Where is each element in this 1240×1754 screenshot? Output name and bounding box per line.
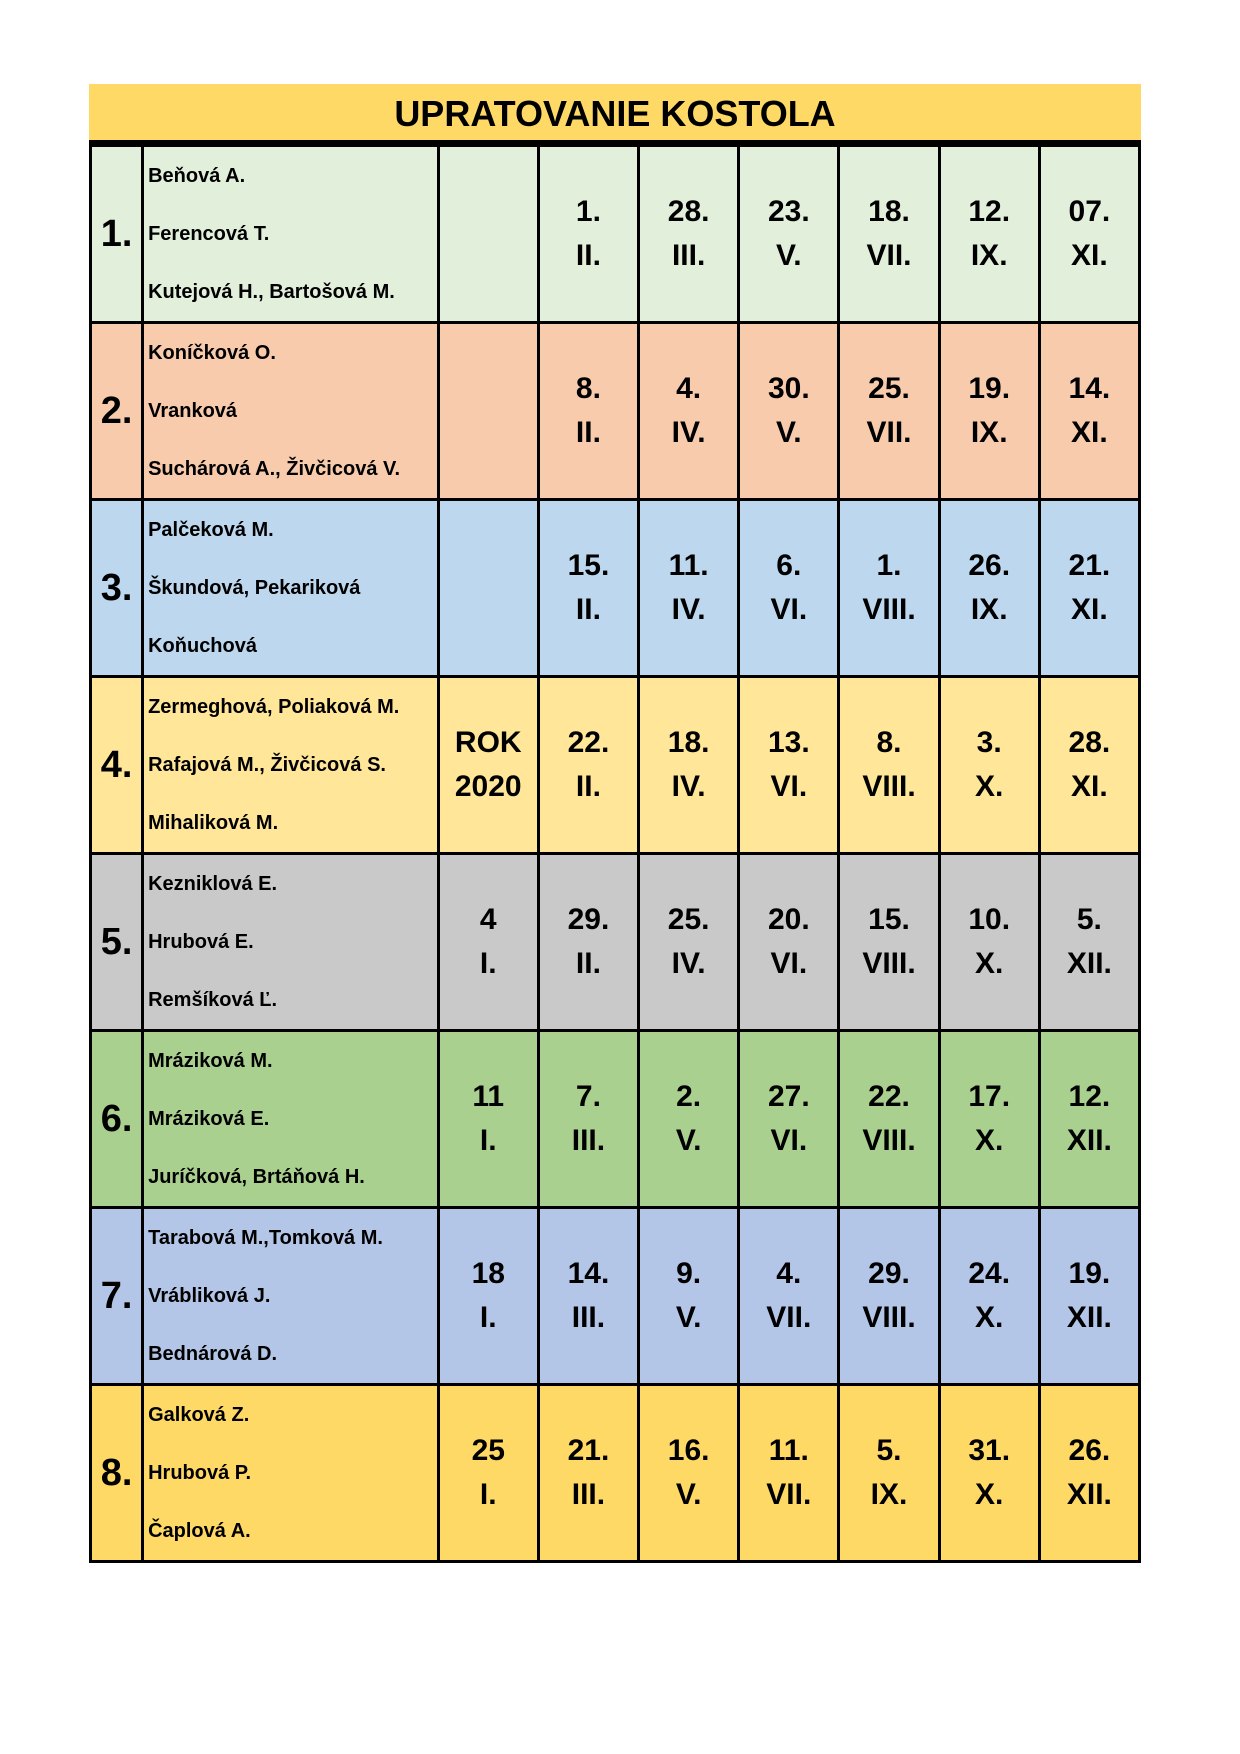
date-day: 18.: [868, 195, 910, 228]
date-cell: [538, 323, 638, 500]
date-month: XI.: [1071, 770, 1108, 803]
date-day: 11.: [668, 549, 709, 582]
date-cell: [1039, 854, 1139, 1031]
group-number: 5.: [91, 854, 143, 1031]
date-day: 5.: [876, 1434, 902, 1467]
group-members: [143, 1208, 439, 1385]
date-month: VII.: [866, 239, 912, 272]
group-number: 4.: [91, 677, 143, 854]
date-month: IX.: [970, 416, 1008, 449]
group-members: [143, 323, 439, 500]
date-day: 8.: [575, 372, 601, 405]
date-day: 6.: [776, 549, 802, 582]
date-month: IV.: [671, 593, 706, 626]
member-name: Vranková: [148, 400, 238, 422]
date-cell: [939, 500, 1039, 677]
group-number: 1.: [91, 146, 143, 323]
date-day: 25.: [667, 903, 710, 936]
date-cell: [739, 323, 839, 500]
date-day: 5.: [1076, 903, 1102, 936]
member-name: Koníčková O.: [148, 342, 276, 364]
group-number: 7.: [91, 1208, 143, 1385]
date-day: 21.: [567, 1434, 610, 1467]
date-day: 20.: [767, 903, 810, 936]
date-day: 30.: [767, 372, 810, 405]
member-name: Remšíková Ľ.: [148, 989, 278, 1011]
year-or-january-date-cell: [438, 146, 538, 323]
date-cell: [538, 500, 638, 677]
date-day: 18.: [667, 726, 710, 759]
date-cell: [639, 1385, 739, 1562]
group-members: [143, 1031, 439, 1208]
date-day: 25: [471, 1434, 505, 1467]
year-or-january-date-cell: [438, 1208, 538, 1385]
date-month: VIII.: [862, 593, 916, 626]
date-cell: [1039, 1385, 1139, 1562]
date-cell: [839, 1208, 939, 1385]
group-row: [91, 677, 1140, 854]
date-cell: [538, 146, 638, 323]
date-day: 1.: [876, 549, 902, 582]
group-row: [91, 1385, 1140, 1562]
date-month: III.: [671, 239, 706, 272]
date-cell: [639, 1031, 739, 1208]
date-day: 24.: [968, 1257, 1011, 1290]
date-month: X.: [975, 1478, 1004, 1511]
group-members: [143, 854, 439, 1031]
date-month: XI.: [1071, 416, 1108, 449]
date-month: I.: [479, 1478, 497, 1511]
date-day: 7.: [575, 1080, 601, 1113]
member-name: Galková Z.: [148, 1404, 250, 1426]
member-name: Beňová A.: [148, 165, 246, 187]
date-cell: [739, 146, 839, 323]
date-month: V.: [776, 239, 802, 272]
schedule-sheet: [89, 84, 1141, 1563]
date-cell: [739, 1385, 839, 1562]
year-or-january-date-cell: [438, 854, 538, 1031]
date-day: 3.: [976, 726, 1002, 759]
date-month: VIII.: [862, 1301, 916, 1334]
date-day: 15.: [567, 549, 610, 582]
member-name: Tarabová M.,Tomková M.: [148, 1227, 383, 1249]
date-month: XII.: [1066, 1478, 1112, 1511]
date-month: X.: [975, 1124, 1004, 1157]
date-day: 10.: [968, 903, 1011, 936]
date-cell: [939, 1208, 1039, 1385]
date-month: II.: [575, 770, 601, 803]
date-month: III.: [571, 1301, 606, 1334]
date-day: 27.: [767, 1080, 810, 1113]
date-cell: [538, 677, 638, 854]
date-cell: [939, 1385, 1039, 1562]
member-name: Čaplová A.: [148, 1520, 251, 1542]
date-day: 31.: [968, 1434, 1011, 1467]
year-or-january-date-cell: [438, 500, 538, 677]
date-month: 2020: [454, 770, 522, 803]
date-month: II.: [575, 593, 601, 626]
date-day: 8.: [876, 726, 902, 759]
date-month: XII.: [1066, 1301, 1112, 1334]
date-day: 2.: [676, 1080, 702, 1113]
date-cell: [939, 323, 1039, 500]
date-month: II.: [575, 416, 601, 449]
date-day: 29.: [567, 903, 610, 936]
date-day: 4.: [776, 1257, 802, 1290]
date-cell: [839, 146, 939, 323]
date-cell: [538, 1385, 638, 1562]
date-month: VII.: [766, 1478, 812, 1511]
member-name: Škundová, Pekariková: [148, 577, 361, 599]
page-title: UPRATOVANIE KOSTOLA: [89, 84, 1141, 144]
date-day: 11: [472, 1080, 505, 1113]
date-month: XII.: [1066, 947, 1112, 980]
member-name: Kutejová H., Bartošová M.: [148, 281, 395, 303]
date-day: 26.: [1068, 1434, 1111, 1467]
date-cell: [839, 323, 939, 500]
date-day: 12.: [968, 195, 1011, 228]
date-cell: [1039, 500, 1139, 677]
date-cell: [538, 1031, 638, 1208]
year-or-january-date-cell: [438, 323, 538, 500]
date-day: 14.: [1068, 372, 1111, 405]
date-day: 11.: [768, 1434, 809, 1467]
date-day: 19.: [1068, 1257, 1111, 1290]
member-name: Bednárová D.: [148, 1343, 278, 1365]
date-day: 4: [479, 903, 497, 936]
date-day: 14.: [567, 1257, 610, 1290]
date-cell: [639, 677, 739, 854]
date-day: 28.: [1068, 726, 1111, 759]
group-number: 6.: [91, 1031, 143, 1208]
member-name: Ferencová T.: [148, 223, 270, 245]
date-day: 21.: [1068, 549, 1111, 582]
date-cell: [1039, 323, 1139, 500]
date-day: 28.: [667, 195, 710, 228]
member-name: Koňuchová: [148, 635, 257, 657]
date-day: 19.: [968, 372, 1011, 405]
date-month: V.: [675, 1124, 702, 1157]
date-month: XI.: [1071, 593, 1108, 626]
date-month: IV.: [671, 416, 706, 449]
date-cell: [739, 854, 839, 1031]
group-members: [143, 146, 439, 323]
date-month: XI.: [1071, 239, 1108, 272]
date-cell: [739, 1031, 839, 1208]
date-month: X.: [975, 947, 1004, 980]
date-month: VIII.: [862, 770, 916, 803]
date-cell: [639, 854, 739, 1031]
date-day: 07.: [1068, 195, 1111, 228]
date-cell: [939, 677, 1039, 854]
date-cell: [639, 146, 739, 323]
date-month: IX.: [970, 239, 1008, 272]
date-month: I.: [479, 1124, 497, 1157]
date-month: VIII.: [862, 1124, 916, 1157]
date-day: 13.: [767, 726, 810, 759]
group-number: 3.: [91, 500, 143, 677]
date-month: V.: [776, 416, 802, 449]
date-cell: [639, 323, 739, 500]
group-number: 8.: [91, 1385, 143, 1562]
date-cell: [1039, 1031, 1139, 1208]
date-day: 9.: [676, 1257, 702, 1290]
date-cell: [1039, 1208, 1139, 1385]
date-day: 4.: [676, 372, 702, 405]
date-day: 23.: [767, 195, 810, 228]
date-day: 12.: [1068, 1080, 1111, 1113]
group-row: [91, 500, 1140, 677]
member-name: Mihaliková M.: [148, 812, 279, 834]
group-row: [91, 854, 1140, 1031]
date-cell: [1039, 677, 1139, 854]
date-month: II.: [575, 239, 601, 272]
group-members: [143, 1385, 439, 1562]
member-name: Hrubová E.: [148, 931, 254, 953]
date-cell: [739, 677, 839, 854]
date-day: 16.: [667, 1434, 710, 1467]
date-day: 26.: [968, 549, 1011, 582]
date-month: V.: [675, 1301, 702, 1334]
date-month: IX.: [870, 1478, 908, 1511]
date-month: VI.: [770, 947, 808, 980]
year-or-january-date-cell: [438, 1385, 538, 1562]
date-cell: [1039, 146, 1139, 323]
date-cell: [839, 854, 939, 1031]
member-name: Juríčková, Brtáňová H.: [148, 1166, 365, 1188]
date-month: VI.: [770, 593, 808, 626]
member-name: Vrábliková J.: [148, 1285, 271, 1307]
date-day: 22.: [868, 1080, 910, 1113]
date-day: 25.: [868, 372, 910, 405]
date-month: VI.: [770, 770, 808, 803]
date-day: 15.: [868, 903, 910, 936]
member-name: Mráziková M.: [148, 1050, 273, 1072]
date-cell: [739, 500, 839, 677]
year-or-january-date-cell: [438, 1031, 538, 1208]
group-row: [91, 1208, 1140, 1385]
date-month: VII.: [766, 1301, 812, 1334]
group-number: 2.: [91, 323, 143, 500]
cleaning-schedule-table: [89, 144, 1141, 1563]
date-cell: [939, 1031, 1039, 1208]
date-cell: [839, 677, 939, 854]
date-day: 22.: [567, 726, 610, 759]
date-day: ROK: [454, 726, 522, 759]
date-month: VI.: [770, 1124, 808, 1157]
member-name: Zermeghová, Poliaková M.: [148, 696, 400, 718]
date-month: III.: [571, 1124, 606, 1157]
date-cell: [839, 1385, 939, 1562]
date-day: 17.: [968, 1080, 1011, 1113]
date-cell: [939, 146, 1039, 323]
date-month: I.: [479, 947, 497, 980]
date-cell: [839, 1031, 939, 1208]
group-members: [143, 500, 439, 677]
date-cell: [839, 500, 939, 677]
member-name: Kezniklová E.: [148, 873, 278, 895]
member-name: Rafajová M., Živčicová S.: [148, 754, 386, 776]
date-month: X.: [975, 770, 1004, 803]
member-name: Mráziková E.: [148, 1108, 270, 1130]
member-name: Hrubová P.: [148, 1462, 252, 1484]
date-day: 18: [471, 1257, 505, 1290]
date-day: 29.: [868, 1257, 910, 1290]
date-month: I.: [479, 1301, 497, 1334]
date-month: II.: [575, 947, 601, 980]
member-name: Suchárová A., Živčicová V.: [148, 458, 401, 480]
date-cell: [538, 854, 638, 1031]
member-name: Palčeková M.: [148, 519, 274, 541]
date-month: VII.: [866, 416, 912, 449]
date-cell: [739, 1208, 839, 1385]
date-month: V.: [675, 1478, 702, 1511]
year-or-january-date-cell: [438, 677, 538, 854]
date-cell: [538, 1208, 638, 1385]
date-cell: [639, 1208, 739, 1385]
group-row: [91, 1031, 1140, 1208]
date-month: IV.: [671, 947, 706, 980]
date-month: IV.: [671, 770, 706, 803]
date-cell: [639, 500, 739, 677]
date-month: VIII.: [862, 947, 916, 980]
date-month: IX.: [970, 593, 1008, 626]
date-month: XII.: [1066, 1124, 1112, 1157]
group-row: [91, 146, 1140, 323]
group-members: [143, 677, 439, 854]
date-month: X.: [975, 1301, 1004, 1334]
group-row: [91, 323, 1140, 500]
date-cell: [939, 854, 1039, 1031]
date-day: 1.: [575, 195, 601, 228]
date-month: III.: [571, 1478, 606, 1511]
